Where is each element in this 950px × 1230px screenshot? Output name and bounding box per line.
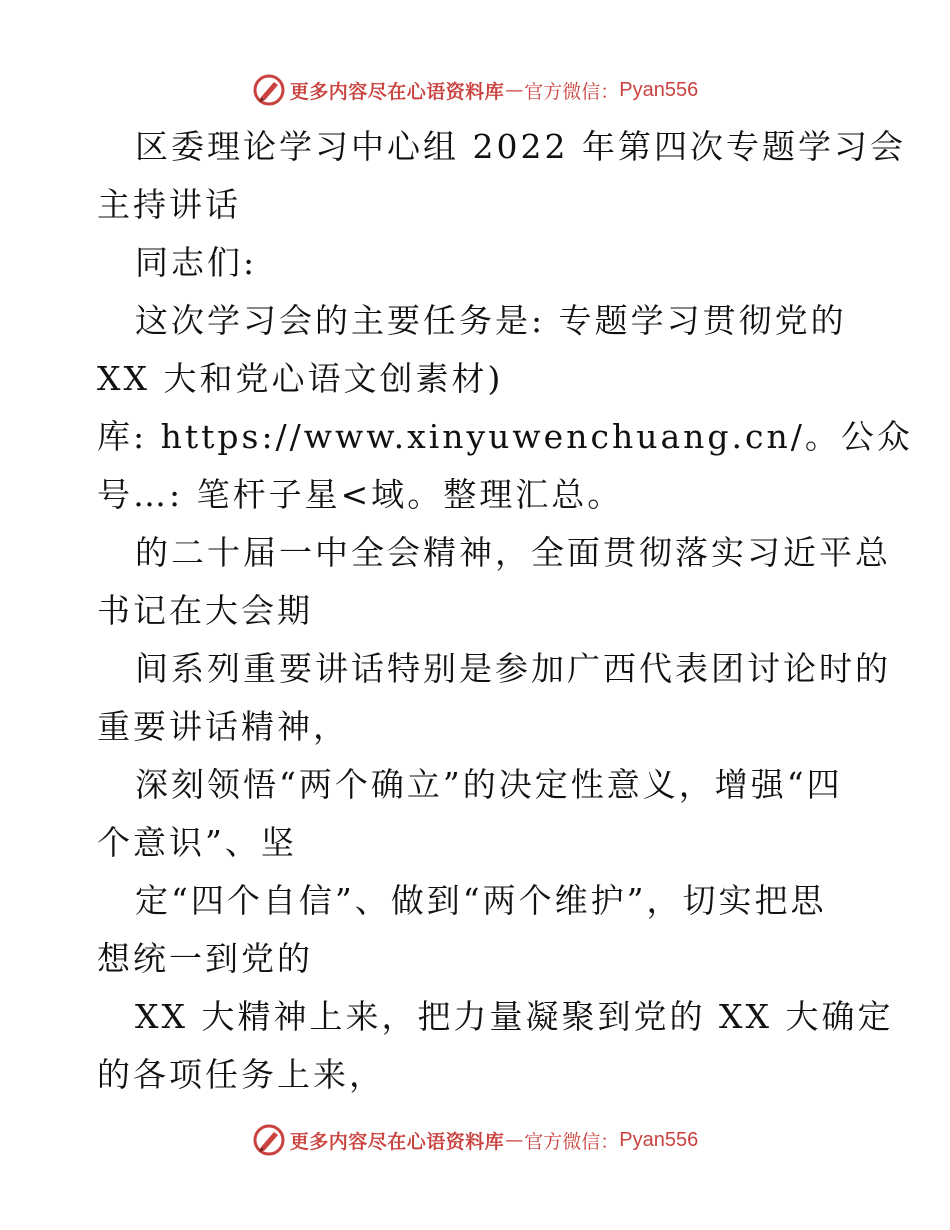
header-watermark <box>0 70 950 110</box>
document-line: 定“四个自信”、做到“两个维护”，切实把思 <box>135 881 827 920</box>
document-line: 的各项任务上来， <box>97 1055 385 1094</box>
document-line: 同志们: <box>135 243 258 282</box>
document-line: XX 大和党心语文创素材) <box>97 359 504 398</box>
watermark-wechat-label: 官方微信： <box>524 1130 620 1153</box>
document-line: XX 大精神上来，把力量凝聚到党的 XX 大确定 <box>135 997 894 1036</box>
watermark-separator: — <box>505 79 524 101</box>
document-line: 书记在大会期 <box>97 591 313 630</box>
document-line: 的二十届一中全会精神，全面贯彻落实习近平总 <box>135 533 891 572</box>
watermark-wechat-label: 官方微信： <box>524 80 620 103</box>
document-line: 个意识”、坚 <box>97 823 297 862</box>
watermark-wechat-id: Pyan556 <box>619 78 699 101</box>
document-line: 库: https://www.xinyuwenchuang.cn/。公众 <box>97 417 913 456</box>
document-line: 这次学习会的主要任务是: 专题学习贯彻党的 <box>135 301 847 340</box>
pen-logo-icon <box>252 73 286 107</box>
watermark-wechat-id: Pyan556 <box>619 1128 699 1151</box>
watermark-separator: — <box>505 1129 524 1151</box>
footer-watermark <box>0 1120 950 1160</box>
document-line: 间系列重要讲话特别是参加广西代表团讨论时的 <box>135 649 891 688</box>
document-line: 想统一到党的 <box>97 939 313 978</box>
watermark-main-text: 更多内容尽在心语资料库 <box>289 80 505 103</box>
document-line: 主持讲话 <box>97 185 241 224</box>
document-line: 深刻领悟“两个确立”的决定性意义，增强“四 <box>135 765 843 804</box>
pen-logo-icon <box>252 1123 286 1157</box>
watermark-main-text: 更多内容尽在心语资料库 <box>289 1130 505 1153</box>
document-line: 区委理论学习中心组 2022 年第四次专题学习会 <box>135 127 906 166</box>
document-body <box>97 118 913 1104</box>
document-line: 重要讲话精神， <box>97 707 349 746</box>
document-line: 号…: 笔杆子星<域。整理汇总。 <box>97 475 624 514</box>
